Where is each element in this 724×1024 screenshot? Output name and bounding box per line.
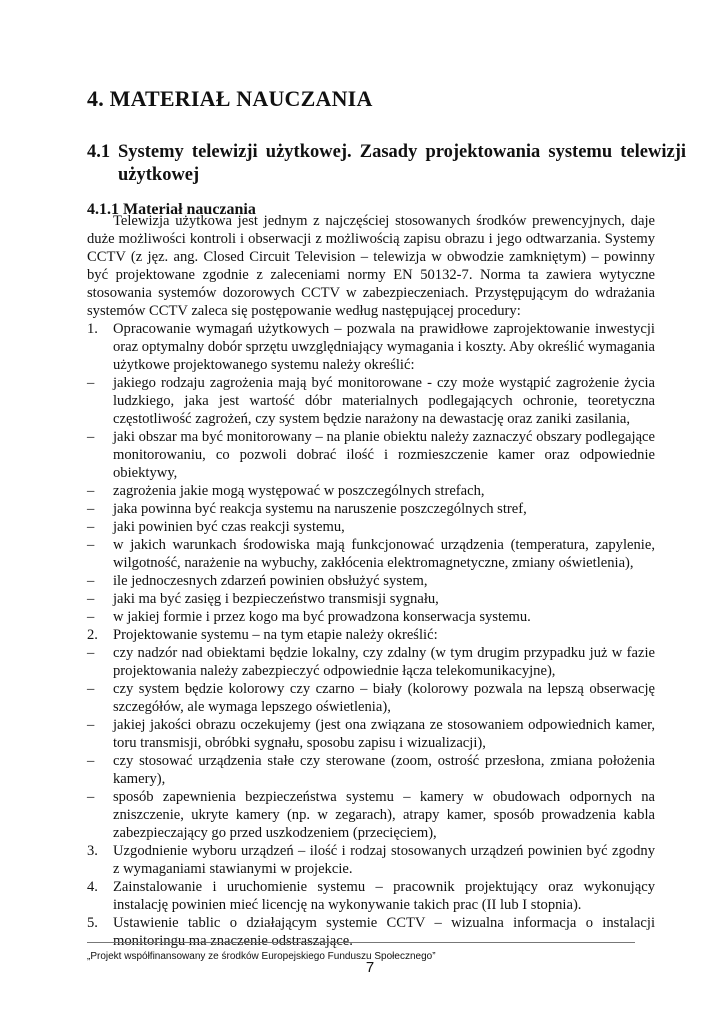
document-body: [87, 212, 655, 950]
list-marker: –: [87, 501, 95, 517]
chapter-title: 4. MATERIAŁ NAUCZANIA: [87, 86, 373, 111]
list-marker: 5.: [87, 915, 98, 931]
list-item-text: czy system będzie kolorowy czy czarno – biały (kolorowy pozwala na lepszą obserwację szczegółów, ale wymaga lepszego oświetlenia),: [113, 681, 655, 715]
list-item: [87, 536, 655, 572]
list-item-text: jaki powinien być czas reakcji systemu,: [113, 519, 345, 535]
list-item: [87, 572, 655, 590]
list-item: [87, 842, 655, 878]
list-item-text: jaka powinna być reakcja systemu na naruszenie poszczególnych stref,: [113, 501, 527, 517]
list-item: [87, 626, 655, 644]
list-marker: 1.: [87, 321, 98, 337]
list-marker: 2.: [87, 627, 98, 643]
list-marker: –: [87, 609, 95, 625]
list-item: [87, 752, 655, 788]
list-marker: –: [87, 753, 95, 769]
list-item-text: czy stosować urządzenia stałe czy sterowane (zoom, ostrość przesłona, zmiana położenia kamery),: [113, 753, 655, 787]
list-item: [87, 608, 655, 626]
list-item: [87, 482, 655, 500]
list-marker: 3.: [87, 843, 98, 859]
list-item-text: jakiej jakości obrazu oczekujemy (jest ona związana ze stosowaniem odpowiednich kamer, toru transmisji, obróbki sygnału, sposobu zapisu i wizualizacji),: [113, 717, 655, 751]
section-heading: [87, 141, 686, 187]
section-number: 4.1: [87, 142, 111, 162]
section-title: Systemy telewizji użytkowej. Zasady projektowania systemu telewizji użytkowej: [118, 142, 686, 185]
list-item-text: Uzgodnienie wyboru urządzeń – ilość i rodzaj stosowanych urządzeń powinien być zgodny z wymaganiami stawianymi w projekcie.: [113, 843, 655, 877]
list-item: [87, 644, 655, 680]
list-item: [87, 788, 655, 842]
list-item-text: w jakiej formie i przez kogo ma być prowadzona konserwacja systemu.: [113, 609, 531, 625]
list-item-text: zagrożenia jakie mogą występować w poszczególnych strefach,: [113, 483, 485, 499]
list-item: [87, 914, 655, 950]
list-item: [87, 716, 655, 752]
list-marker: –: [87, 483, 95, 499]
list-item-text: jakiego rodzaju zagrożenia mają być monitorowane - czy może wystąpić zagrożenie życia ludzkiego, jaka jest wartość dóbr materialnych podlegających ochronie, teoretyczna częstotliwość zagrożeń, czy system będzie narażony na dewastację oraz zaniki zasilania,: [113, 375, 655, 427]
list-item: [87, 878, 655, 914]
list-marker: –: [87, 429, 95, 445]
list-item-text: w jakich warunkach środowiska mają funkcjonować urządzenia (temperatura, zapylenie, wilgotność, narażenie na wybuchy, zakłócenia elektromagnetyczne, zmiany oświetlenia),: [113, 537, 655, 571]
list-item-text: czy nadzór nad obiektami będzie lokalny, czy zdalny (w tym drugim przypadku już w fazie projektowania należy zabezpieczyć odpowiednie łącza telekomunikacyjne),: [113, 645, 655, 679]
list-item: [87, 590, 655, 608]
list-item: [87, 680, 655, 716]
list-marker: –: [87, 681, 95, 697]
page-number: 7: [365, 959, 375, 976]
list-marker: –: [87, 645, 95, 661]
subsection-title: 4.1.1 Materiał nauczania: [87, 201, 256, 218]
list-marker: –: [87, 591, 95, 607]
footer-divider: [87, 942, 635, 943]
list-marker: –: [87, 375, 95, 391]
list-item-text: jaki obszar ma być monitorowany – na planie obiektu należy zaznaczyć obszary podlegające monitorowaniu, co pozwoli dobrać ilość i rozmieszczenie kamer oraz odpowiednie obiektywy,: [113, 429, 655, 481]
list-item-text: Projektowanie systemu – na tym etapie należy określić:: [113, 627, 438, 643]
list-marker: –: [87, 789, 95, 805]
list-item-text: Opracowanie wymagań użytkowych – pozwala na prawidłowe zaprojektowanie inwestycji oraz optymalny dobór sprzętu uwzględniający wymagania i koszty. Aby określić wymagania użytkowe projektowanego systemu należy określić:: [113, 321, 655, 373]
list-item-text: sposób zapewnienia bezpieczeństwa systemu – kamery w obudowach odpornych na zniszczenie, ukryte kamery (np. w zegarach), atrapy kamer, sposób prowadzenia kabla zabezpieczający go przed uszkodzeniem (przecięciem),: [113, 789, 655, 841]
list-item: [87, 500, 655, 518]
list-item-text: jaki ma być zasięg i bezpieczeństwo transmisji sygnału,: [113, 591, 439, 607]
list-marker: –: [87, 717, 95, 733]
intro-paragraph: Telewizja użytkowa jest jednym z najczęściej stosowanych środków prewencyjnych, daje duże możliwości kontroli i obserwacji z możliwością zapisu obrazu i jego odtwarzania. Systemy CCTV (z jęz. ang. Closed Circuit Television – telewizja w obwodzie zamkniętym) – powinny być projektowane zgodnie z zaleceniami normy EN 50132-7. Norma ta zawiera wytyczne stosowania systemów dozorowych CCTV w zabezpieczeniach. Przystępującym do wdrażania systemów CCTV zaleca się postępowanie według następującej procedury:: [87, 213, 655, 319]
list-item: [87, 374, 655, 428]
list-marker: –: [87, 537, 95, 553]
list-item-text: ile jednoczesnych zdarzeń powinien obsłużyć system,: [113, 573, 428, 589]
list-item-text: Ustawienie tablic o działającym systemie CCTV – wizualna informacja o instalacji monitoringu ma znaczenie odstraszające.: [113, 915, 655, 949]
list-item: [87, 518, 655, 536]
list-marker: 4.: [87, 879, 98, 895]
list-marker: –: [87, 519, 95, 535]
list-item-text: Zainstalowanie i uruchomienie systemu – pracownik projektujący oraz wykonujący instalację powinien mieć licencję na wykonywanie takich prac (II lub I stopnia).: [113, 879, 655, 913]
footer-text: „Projekt współfinansowany ze środków Europejskiego Funduszu Społecznego”: [87, 951, 436, 962]
list-item: [87, 428, 655, 482]
list-marker: –: [87, 573, 95, 589]
list-item: [87, 320, 655, 374]
procedure-list: [87, 320, 655, 950]
